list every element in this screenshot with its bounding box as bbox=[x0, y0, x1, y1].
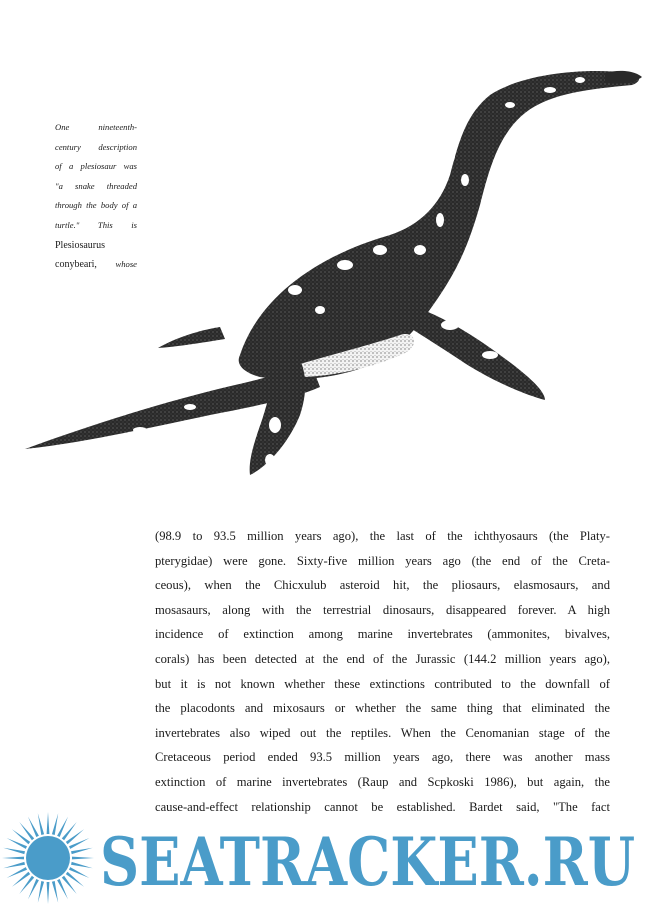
caption-species-name: conybeari, bbox=[55, 259, 97, 271]
body-line: corals) has been detected at the end of the Jurassic (144.2 million years ago), bbox=[155, 651, 610, 666]
sunburst-ray bbox=[72, 857, 94, 860]
sunburst-logo-icon bbox=[2, 812, 94, 904]
sunburst-ray bbox=[71, 862, 93, 868]
sunburst-ray bbox=[3, 862, 25, 868]
body-line: incidence of extinction among marine invertebrates (ammonites, bivalves, bbox=[155, 627, 610, 642]
body-line: but it is not known whether these extinctions contributed to the downfall of bbox=[155, 676, 610, 691]
body-text bbox=[155, 524, 610, 819]
body-line: cause-and-effect relationship cannot be established. Bardet said, "The fact bbox=[155, 799, 610, 814]
sunburst-ray bbox=[52, 881, 58, 903]
sunburst-ray bbox=[2, 857, 24, 860]
caption-species-tail: whose bbox=[115, 259, 137, 270]
body-line: the placodonts and mixosaurs or whether the same thing that eliminated the bbox=[155, 701, 610, 716]
caption-line: through the body of a bbox=[55, 200, 137, 211]
plesiosaur-front-flipper-right bbox=[390, 300, 545, 400]
body-line: invertebrates also wiped out the reptiles. When the Cenomanian stage of the bbox=[155, 725, 610, 740]
caption-line: turtle." This is bbox=[55, 219, 137, 230]
body-line: extinction of marine invertebrates (Raup and Scpkoski 1986), but again, the bbox=[155, 774, 610, 789]
watermark bbox=[0, 800, 645, 905]
sunburst-ray bbox=[38, 881, 44, 903]
sunburst-ray bbox=[47, 882, 50, 904]
caption-species-genus: Plesiosaurus bbox=[55, 239, 105, 251]
sunburst-ray bbox=[38, 813, 44, 835]
plesiosaur-rear-flipper bbox=[158, 327, 225, 348]
sunburst-ray bbox=[47, 812, 50, 834]
caption-line: One nineteenth- bbox=[55, 122, 137, 132]
caption-line: "a snake threaded bbox=[55, 180, 137, 191]
sunburst-ray bbox=[71, 848, 93, 854]
caption-line: century description bbox=[55, 141, 137, 152]
body-line: ceous), when the Chicxulub asteroid hit, the pliosaurs, elasmosaurs, and bbox=[155, 578, 610, 593]
sunburst-ray bbox=[3, 848, 25, 854]
sunburst-ray bbox=[52, 813, 58, 835]
watermark-text: SEATRACKER.RU bbox=[100, 823, 635, 901]
body-line: (98.9 to 93.5 million years ago), the last of the ichthyosaurs (the Platy- bbox=[155, 529, 610, 543]
caption-line: of a plesiosaur was bbox=[55, 161, 137, 172]
body-line: Cretaceous period ended 93.5 million years ago, there was another mass bbox=[155, 750, 610, 765]
body-line: mosasaurs, along with the terrestrial dinosaurs, disappeared forever. A high bbox=[155, 602, 610, 617]
plesiosaur-illustration bbox=[20, 55, 645, 485]
body-line: pterygidae) were gone. Sixty-five million years ago (the end of the Creta- bbox=[155, 553, 610, 568]
